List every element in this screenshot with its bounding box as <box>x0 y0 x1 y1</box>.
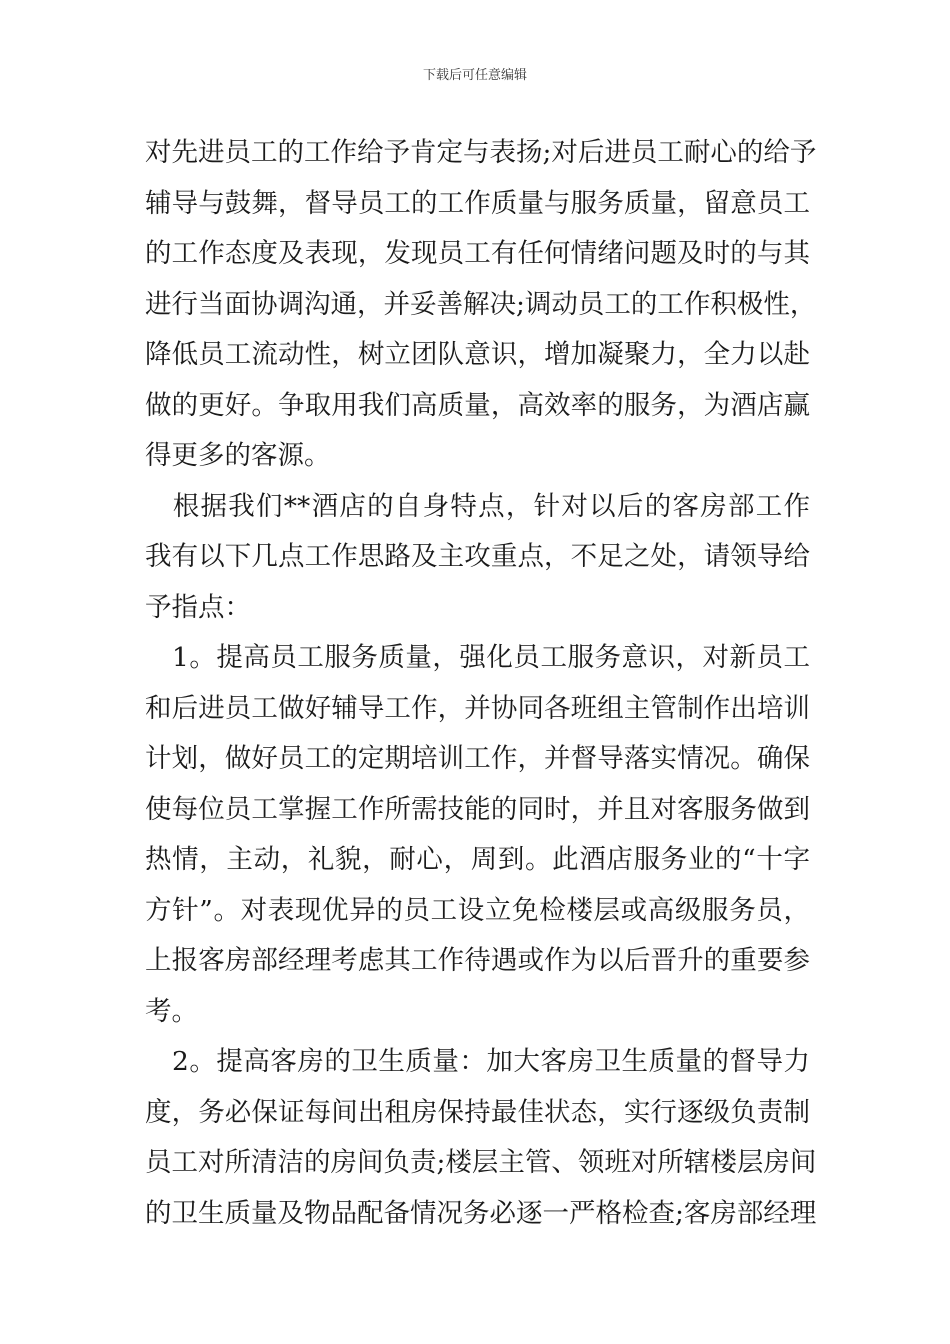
text-line: 进行当面协调沟通，并妥善解决;调动员工的工作积极性， <box>145 288 817 320</box>
text-line: 的工作态度及表现，发现员工有任何情绪问题及时的与其 <box>145 238 810 269</box>
text-line: 1。提高员工服务质量，强化员工服务意识，对新员工 <box>145 642 810 673</box>
text-line: 上报客房部经理考虑其工作待遇或作为以后晋升的重要参 <box>145 945 810 976</box>
text-line: 根据我们**酒店的自身特点，针对以后的客房部工作 <box>145 490 810 522</box>
text-line: 辅导与鼓舞，督导员工的工作质量与服务质量，留意员工 <box>145 187 810 219</box>
header-note: 下载后可任意编辑 <box>422 68 527 83</box>
text-line: 和后进员工做好辅导工作，并协同各班组主管制作出培训 <box>145 692 810 724</box>
text-line: 的卫生质量及物品配备情况务必逐一严格检查;客房部经理 <box>145 1197 817 1229</box>
text-line: 做的更好。争取用我们高质量，高效率的服务，为酒店赢 <box>145 389 810 421</box>
text-line: 度，务必保证每间出租房保持最佳状态，实行逐级负责制 <box>145 1096 810 1128</box>
paragraph-4 <box>145 1037 817 1239</box>
paragraph-1 <box>145 128 817 482</box>
text-line: 使每位员工掌握工作所需技能的同时，并且对客服务做到 <box>145 793 810 825</box>
text-line: 我有以下几点工作思路及主攻重点，不足之处，请领导给 <box>145 541 810 572</box>
paragraph-3 <box>145 633 810 1037</box>
paragraph-2 <box>145 482 810 634</box>
text-line: 热情，主动，礼貌，耐心，周到。此酒店服务业的“十字 <box>145 844 810 875</box>
text-line: 2。提高客房的卫生质量：加大客房卫生质量的督导力 <box>145 1046 810 1077</box>
text-line: 得更多的客源。 <box>145 440 331 471</box>
text-line: 降低员工流动性，树立团队意识，增加凝聚力，全力以赴 <box>145 339 810 370</box>
document-body <box>145 128 817 1239</box>
text-line: 对先进员工的工作给予肯定与表扬;对后进员工耐心的给予 <box>145 137 817 168</box>
text-line: 予指点： <box>145 591 251 623</box>
text-line: 方针”。对表现优异的员工设立免检楼层或高级服务员， <box>145 894 810 926</box>
text-line: 计划，做好员工的定期培训工作，并督导落实情况。确保 <box>145 743 810 774</box>
text-line: 考。 <box>145 995 198 1027</box>
text-line: 员工对所清洁的房间负责;楼层主管、领班对所辖楼层房间 <box>145 1147 817 1178</box>
